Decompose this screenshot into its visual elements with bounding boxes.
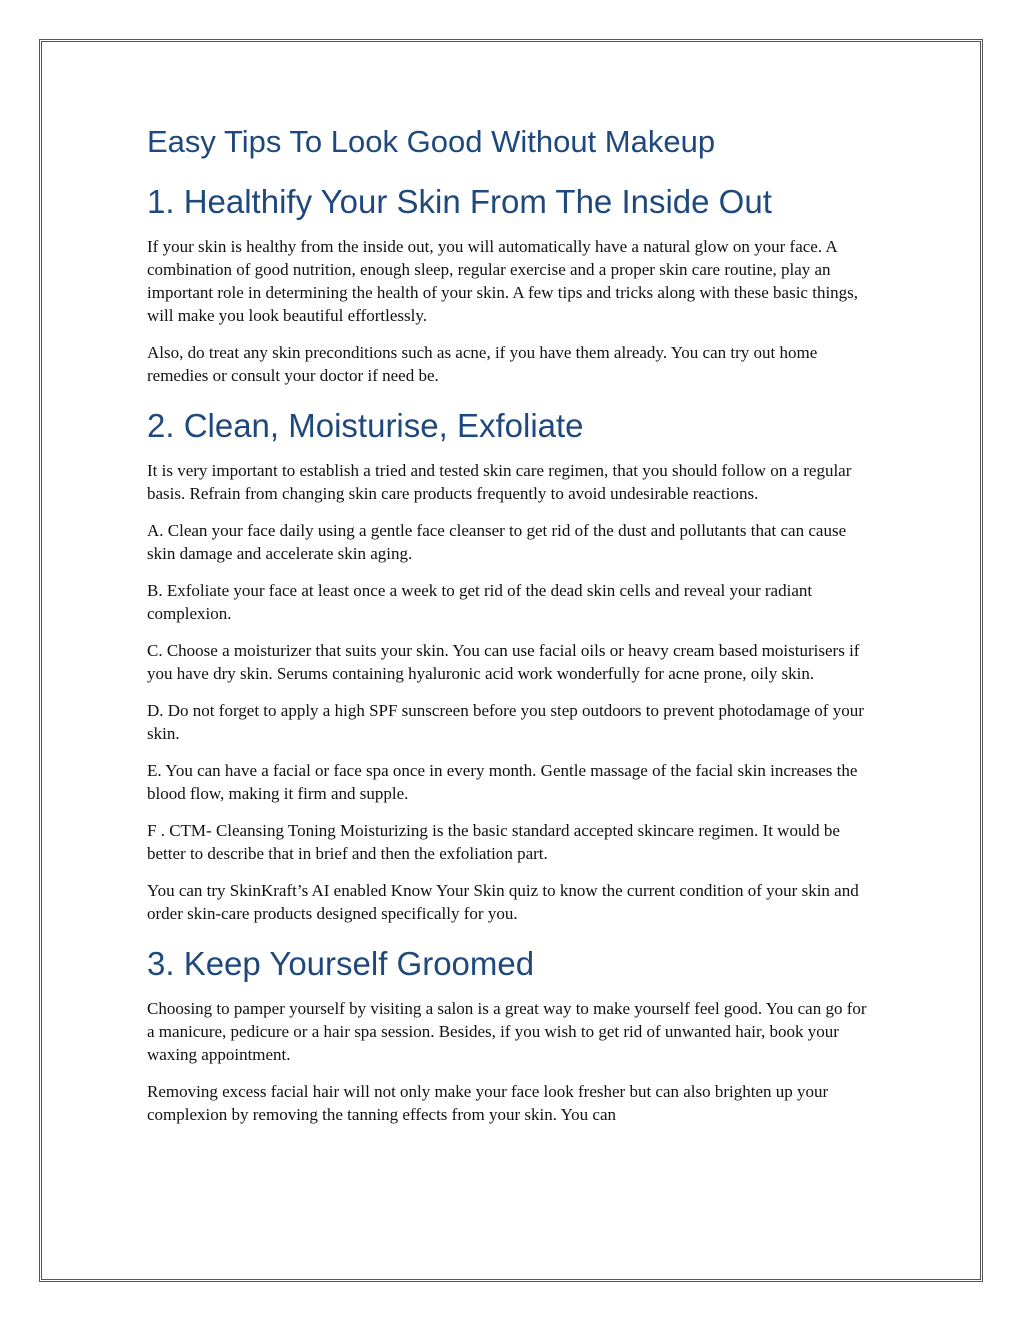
- section-heading: 2. Clean, Moisturise, Exfoliate: [147, 407, 584, 444]
- section-heading: 3. Keep Yourself Groomed: [147, 945, 535, 982]
- paragraph: It is very important to establish a tried and tested skin care regimen, that you should follow on a regular basis. Refrain from changing skin care products frequently to avoid undesirable reactions.: [147, 461, 852, 503]
- list-item-d: D. Do not forget to apply a high SPF sunscreen before you step outdoors to prevent photodamage of your skin.: [147, 701, 864, 743]
- list-item-a: A. Clean your face daily using a gentle face cleanser to get rid of the dust and pollutants that can cause skin damage and accelerate skin aging.: [147, 521, 847, 563]
- list-item-b: B. Exfoliate your face at least once a week to get rid of the dead skin cells and reveal your radiant complexion.: [147, 581, 813, 623]
- list-item-c: C. Choose a moisturizer that suits your skin. You can use facial oils or heavy cream based moisturisers if you have dry skin. Serums containing hyaluronic acid work wonderfully for acne prone, oily skin.: [147, 641, 860, 683]
- section-clean-moisturise-exfoliate: [147, 401, 875, 925]
- section-healthify-skin: [147, 177, 875, 387]
- paragraph: If your skin is healthy from the inside out, you will automatically have a natural glow on your face. A combination of good nutrition, enough sleep, regular exercise and a proper skin care routine, play an important role in determining the health of your skin. A few tips and tricks along with these basic things, will make you look beautiful effortlessly.: [147, 237, 859, 325]
- list-item-f: F . CTM- Cleansing Toning Moisturizing is the basic standard accepted skincare regimen. It would be better to describe that in brief and then the exfoliation part.: [147, 821, 840, 863]
- document-body: [147, 118, 875, 1140]
- paragraph: Choosing to pamper yourself by visiting a salon is a great way to make yourself feel good. You can go for a manicure, pedicure or a hair spa session. Besides, if you wish to get rid of unwanted hair, book your waxing appointment.: [147, 999, 867, 1064]
- paragraph: Also, do treat any skin preconditions such as acne, if you have them already. You can try out home remedies or consult your doctor if need be.: [147, 343, 818, 385]
- section-keep-groomed: [147, 939, 875, 1126]
- list-item-e: E. You can have a facial or face spa once in every month. Gentle massage of the facial skin increases the blood flow, making it firm and supple.: [147, 761, 858, 803]
- paragraph: You can try SkinKraft’s AI enabled Know Your Skin quiz to know the current condition of your skin and order skin-care products designed specifically for you.: [147, 881, 859, 923]
- paragraph: Removing excess facial hair will not only make your face look fresher but can also brighten up your complexion by removing the tanning effects from your skin. You can: [147, 1082, 829, 1124]
- document-title: Easy Tips To Look Good Without Makeup: [147, 124, 716, 159]
- section-heading: 1. Healthify Your Skin From The Inside Out: [147, 183, 772, 220]
